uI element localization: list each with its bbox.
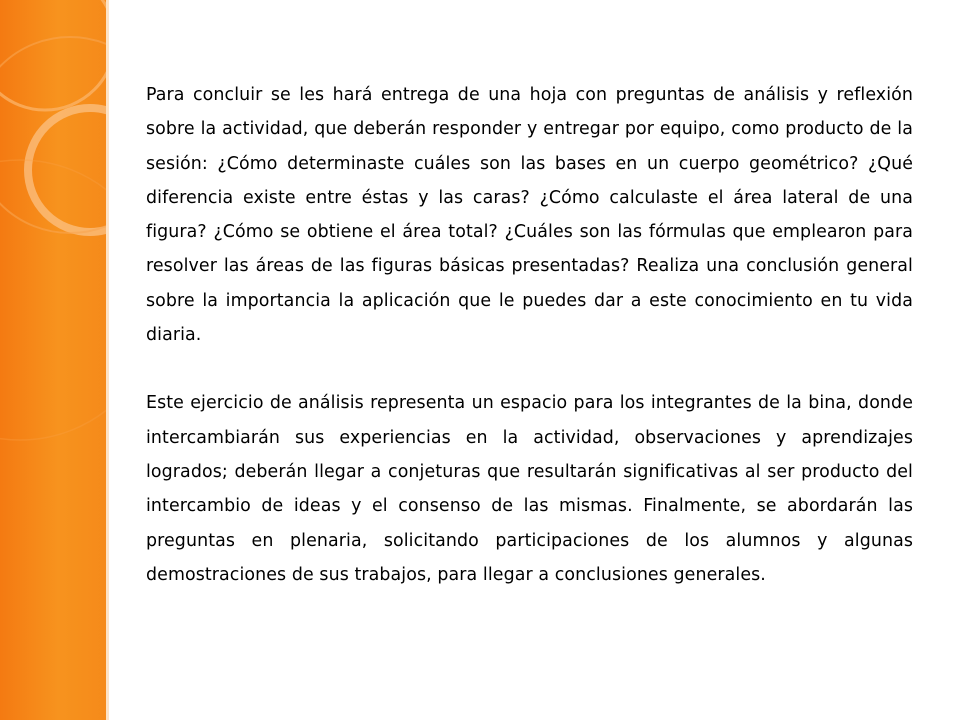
paragraph-conclusion: Para concluir se les hará entrega de una hoja con preguntas de análisis y reflexión sobre la actividad, que deberán responder y entregar por equipo, como producto de la sesión: ¿Cómo determinaste cuáles son las bases en un cuerpo geométrico? ¿Qué diferencia existe entre éstas y las caras? ¿Cómo calculaste el área lateral de una figura? ¿Cómo se obtiene el área total? ¿Cuáles son las fórmulas que emplearon para resolver las áreas de las figuras básicas presentadas? Realiza una conclusión general sobre la importancia la aplicación que le puedes dar a este conocimiento en tu vida diaria. bbox=[146, 85, 913, 346]
decorative-circles-icon bbox=[0, 0, 106, 720]
orange-side-band bbox=[0, 0, 106, 720]
side-band-edge bbox=[106, 0, 109, 720]
paragraph-analysis-exercise: Este ejercicio de análisis representa un espacio para los integrantes de la bina, donde intercambiarán sus experiencias en la actividad, observaciones y aprendizajes logrados; deberán llegar a conjeturas que resultarán significativas al ser producto del intercambio de ideas y el consenso de las mismas. Finalmente, se abordarán las preguntas en plenaria, solicitando participaciones de los alumnos y algunas demostraciones de sus trabajos, para llegar a conclusiones generales. bbox=[146, 393, 913, 585]
text-content bbox=[146, 78, 913, 592]
